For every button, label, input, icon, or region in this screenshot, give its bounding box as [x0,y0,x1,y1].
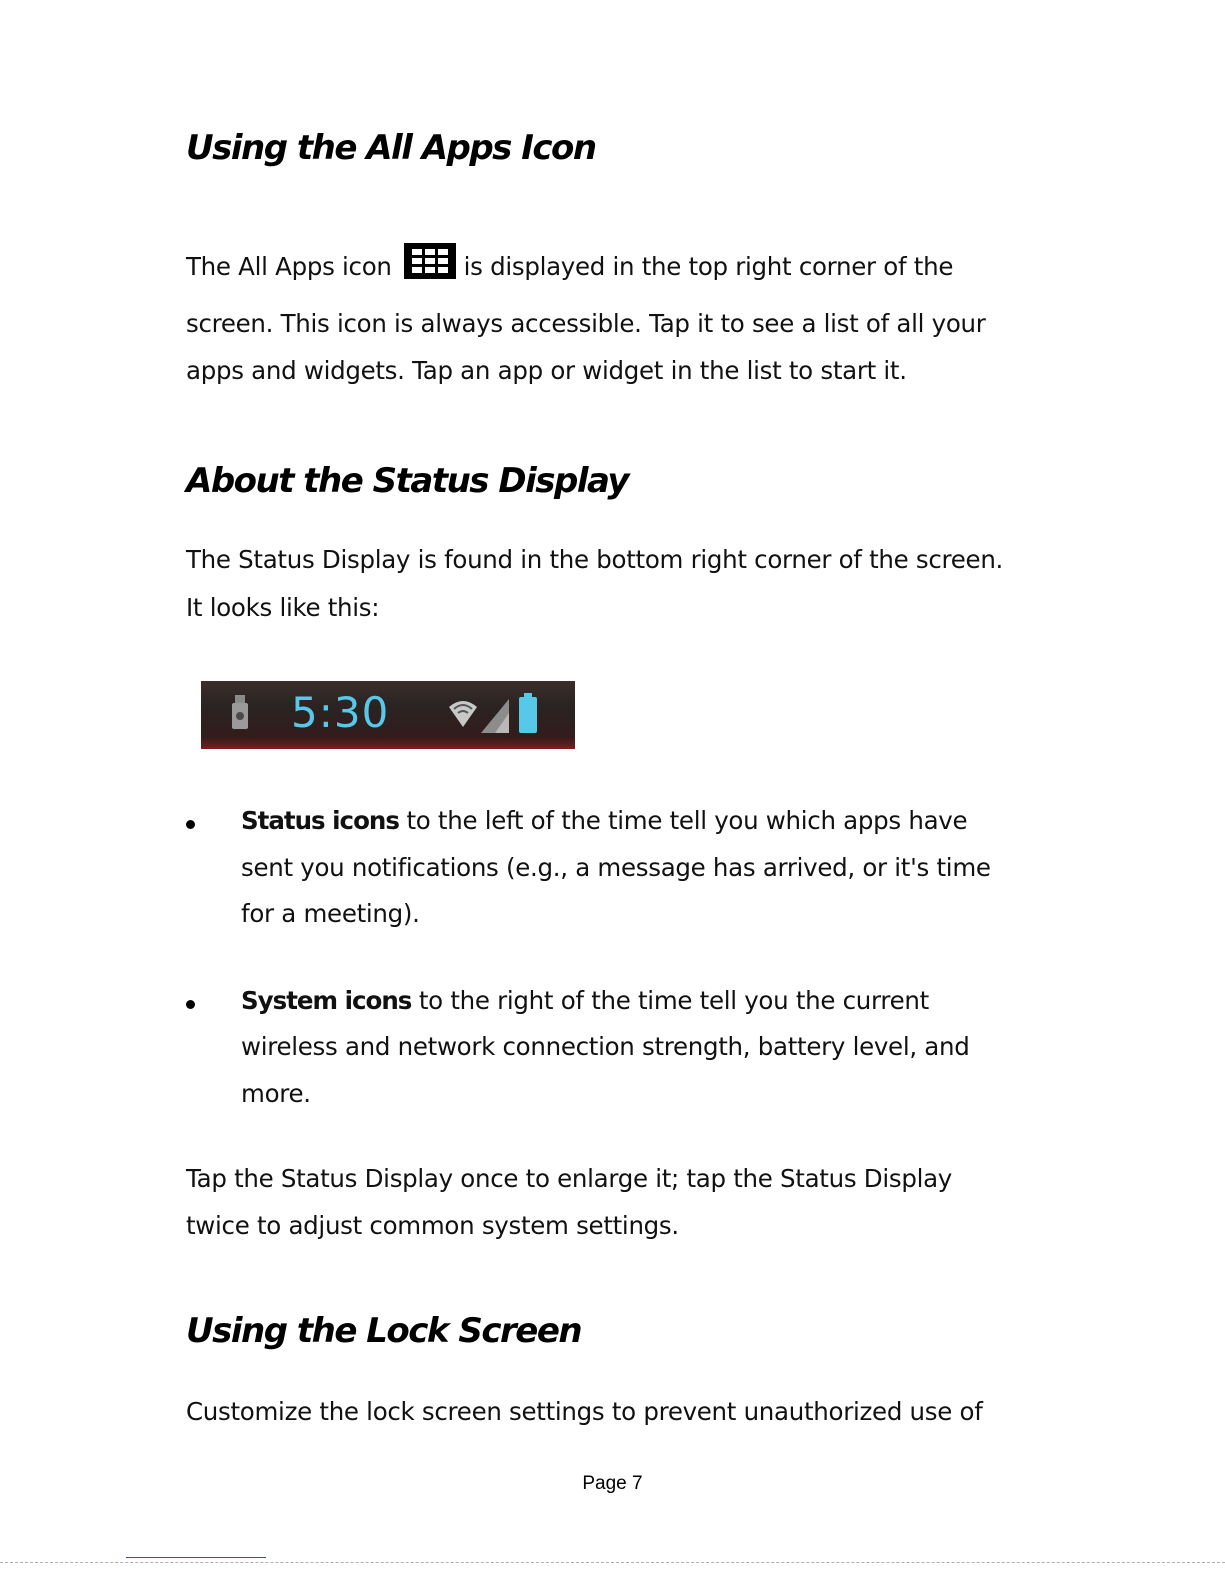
bullet-2-line-1 [241,986,929,1015]
usb-icon [231,695,249,731]
bullet-2-line-2: wireless and network connection strength, battery level, and [241,1032,970,1061]
status-display-image [201,681,575,749]
bullet-dot [186,1000,195,1009]
tap-status-line-1: Tap the Status Display once to enlarge it; tap the Status Display [186,1164,952,1193]
heading-lock-screen: Using the Lock Screen [186,1311,582,1351]
all-apps-line-2: screen. This icon is always accessible. Tap it to see a list of all your [186,309,986,338]
battery-icon [519,693,537,733]
bullet-2-text: to the right of the time tell you the current [418,986,929,1015]
status-time: 5:30 [291,688,390,737]
bullet-1-text: to the left of the time tell you which apps have [406,806,968,835]
all-apps-line-1-after: is displayed in the top right corner of the [463,252,954,281]
footer-link-underline [126,1557,266,1558]
bullet-1-line-3: for a meeting). [241,899,420,928]
signal-icon [481,699,509,733]
all-apps-line-1 [186,243,953,281]
footer-rule [0,1562,1225,1563]
tap-status-line-2: twice to adjust common system settings. [186,1211,679,1240]
all-apps-line-3: apps and widgets. Tap an app or widget in the list to start it. [186,356,907,385]
bullet-2-line-3: more. [241,1079,311,1108]
status-line-1: The Status Display is found in the bottom right corner of the screen. [186,545,1004,574]
bullet-2-term: System icons [241,986,412,1015]
bullet-1-term: Status icons [241,806,399,835]
status-line-2: It looks like this: [186,593,380,622]
heading-all-apps: Using the All Apps Icon [186,128,596,168]
heading-status-display: About the Status Display [186,461,629,501]
bullet-1-line-2: sent you notifications (e.g., a message has arrived, or it's time [241,853,991,882]
all-apps-grid-icon [404,243,456,279]
bullet-dot [186,820,195,829]
page-number: Page 7 [582,1473,643,1494]
wifi-icon [447,697,479,729]
bullet-1-line-1 [241,806,967,835]
lock-screen-line-1: Customize the lock screen settings to prevent unauthorized use of [186,1397,983,1426]
all-apps-line-1-before: The All Apps icon [186,252,392,281]
